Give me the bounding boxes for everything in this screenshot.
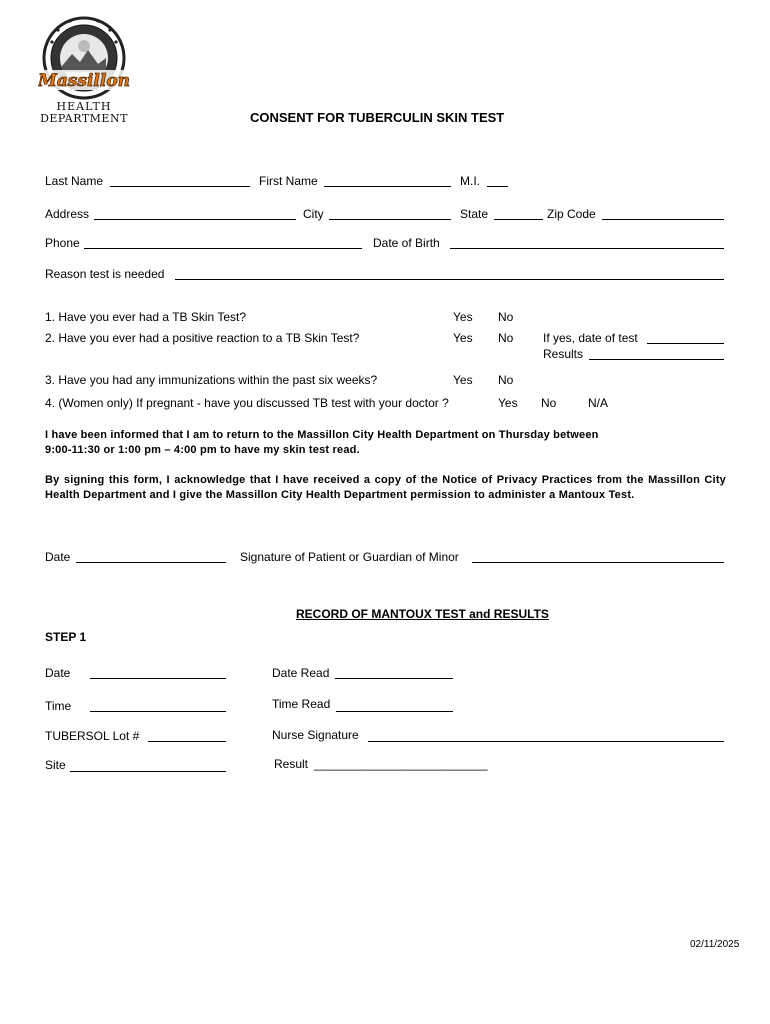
- q2-no[interactable]: No: [498, 331, 514, 345]
- time-read-line[interactable]: [336, 711, 453, 712]
- dob-line[interactable]: [450, 248, 724, 249]
- q4-yes[interactable]: Yes: [498, 396, 518, 410]
- q1-yes[interactable]: Yes: [453, 310, 473, 324]
- results-label: Results: [543, 347, 584, 361]
- dob-label: Date of Birth: [373, 236, 440, 250]
- privacy-notice: By signing this form, I acknowledge that I have received a copy of the Notice of Privacy Practices from the Massillon City Health Department and I give the Massillon City Health Department permission to administer a Mantoux Test.: [45, 474, 726, 501]
- state-label: State: [460, 207, 489, 221]
- footer-date: 02/11/2025: [690, 939, 740, 950]
- q3-yes[interactable]: Yes: [453, 373, 473, 387]
- address-label: Address: [45, 207, 90, 221]
- signature-date-label: Date: [45, 550, 71, 564]
- site-label: Site: [45, 758, 66, 772]
- q2-yes[interactable]: Yes: [453, 331, 473, 345]
- if-yes-date-line[interactable]: [647, 343, 724, 344]
- city-label: City: [303, 207, 324, 221]
- signature-label: Signature of Patient or Guardian of Minor: [240, 550, 459, 564]
- page-title: CONSENT FOR TUBERCULIN SKIN TEST: [250, 110, 505, 125]
- phone-label: Phone: [45, 236, 80, 250]
- nurse-signature-line[interactable]: [368, 741, 724, 742]
- mi-label: M.I.: [460, 174, 480, 188]
- signature-date-line[interactable]: [76, 562, 226, 563]
- return-notice-line-2: 9:00-11:30 or 1:00 pm – 4:00 pm to have my skin test read.: [45, 444, 360, 456]
- results-line[interactable]: [589, 359, 724, 360]
- first-name-line[interactable]: [324, 186, 451, 187]
- q1-no[interactable]: No: [498, 310, 514, 324]
- last-name-line[interactable]: [110, 186, 250, 187]
- date-read-label: Date Read: [272, 666, 330, 680]
- site-line[interactable]: [70, 771, 226, 772]
- step-1-label: STEP 1: [45, 630, 87, 644]
- question-2: 2. Have you ever had a positive reaction to a TB Skin Test?: [45, 331, 360, 345]
- zip-line[interactable]: [602, 219, 724, 220]
- last-name-label: Last Name: [45, 174, 104, 188]
- q4-na[interactable]: N/A: [588, 396, 609, 410]
- tubersol-lot-line[interactable]: [148, 741, 226, 742]
- reason-line[interactable]: [175, 279, 724, 280]
- record-date-line[interactable]: [90, 678, 226, 679]
- state-line[interactable]: [494, 219, 543, 220]
- svg-text:DEPARTMENT: DEPARTMENT: [40, 112, 128, 125]
- result-line[interactable]: __________________________: [314, 757, 488, 771]
- record-time-line[interactable]: [90, 711, 226, 712]
- q3-no[interactable]: No: [498, 373, 514, 387]
- q4-no[interactable]: No: [541, 396, 557, 410]
- question-3: 3. Have you had any immunizations within the past six weeks?: [45, 373, 378, 387]
- nurse-signature-label: Nurse Signature: [272, 728, 359, 742]
- record-title: RECORD OF MANTOUX TEST and RESULTS: [296, 607, 549, 621]
- svg-text:HEALTH: HEALTH: [56, 100, 112, 113]
- address-line[interactable]: [94, 219, 296, 220]
- tubersol-lot-label: TUBERSOL Lot #: [45, 729, 140, 743]
- city-line[interactable]: [329, 219, 451, 220]
- question-4: 4. (Women only) If pregnant - have you discussed TB test with your doctor ?: [45, 396, 449, 410]
- first-name-label: First Name: [259, 174, 318, 188]
- health-department-logo: [38, 14, 130, 126]
- return-notice-line-1: I have been informed that I am to return to the Massillon City Health Department on Thursday between: [45, 429, 599, 441]
- signature-line[interactable]: [472, 562, 724, 563]
- record-date-label: Date: [45, 666, 71, 680]
- question-1: 1. Have you ever had a TB Skin Test?: [45, 310, 247, 324]
- reason-label: Reason test is needed: [45, 267, 165, 281]
- record-time-label: Time: [45, 699, 72, 713]
- svg-text:Massillon: Massillon: [38, 71, 130, 91]
- if-yes-date-label: If yes, date of test: [543, 331, 638, 345]
- result-label: Result: [274, 757, 309, 771]
- time-read-label: Time Read: [272, 697, 331, 711]
- phone-line[interactable]: [84, 248, 362, 249]
- return-notice: [45, 428, 725, 458]
- zip-label: Zip Code: [547, 207, 596, 221]
- mi-line[interactable]: [487, 186, 508, 187]
- date-read-line[interactable]: [335, 678, 453, 679]
